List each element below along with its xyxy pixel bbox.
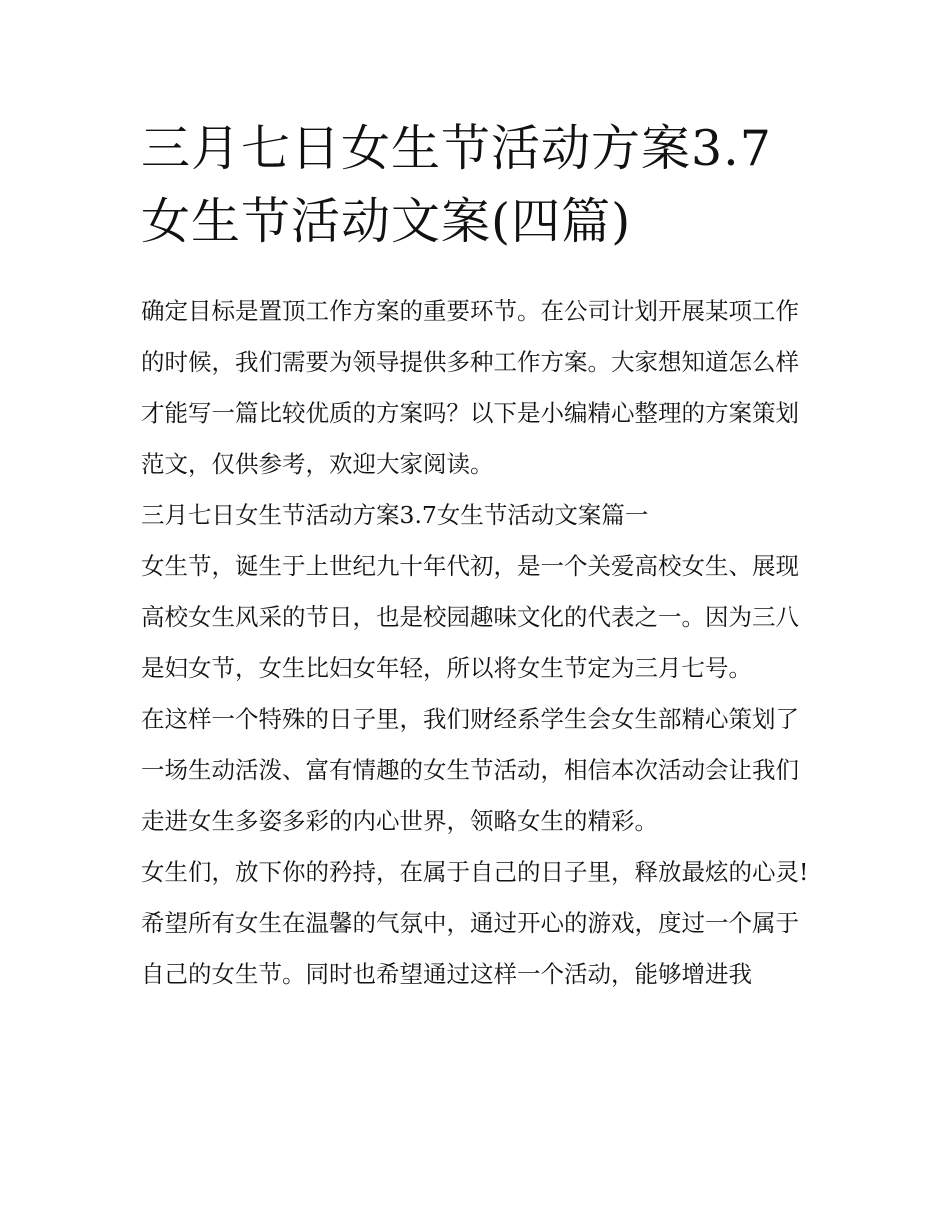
document-body <box>141 286 816 1000</box>
paragraph-intro: 确定目标是置顶工作方案的重要环节。在公司计划开展某项工作的时候，我们需要为领导提供多种工作方案。大家想知道怎么样才能写一篇比较优质的方案吗？以下是小编精心整理的方案策划范文，仅供参考，欢迎大家阅读。 <box>141 297 799 478</box>
document-page <box>141 112 816 1000</box>
paragraph-activity: 在这样一个特殊的日子里，我们财经系学生会女生部精心策划了一场生动活泼、富有情趣的女生节活动，相信本次活动会让我们走进女生多姿多彩的内心世界，领略女生的精彩。 <box>141 705 799 835</box>
document-title <box>141 112 816 258</box>
section-heading: 三月七日女生节活动方案3.7女生节活动文案篇一 <box>141 501 649 529</box>
title-line-2: 女生节活动文案(四篇) <box>141 193 632 250</box>
title-line-1: 三月七日女生节活动方案3.7 <box>141 120 772 177</box>
paragraph-slogan: 女生们，放下你的矜持，在属于自己的日子里，释放最炫的心灵! <box>141 858 809 886</box>
paragraph-origin: 女生节，诞生于上世纪九十年代初，是一个关爱高校女生、展现高校女生风采的节日，也是校园趣味文化的代表之一。因为三八是妇女节，女生比妇女年轻，所以将女生节定为三月七号。 <box>141 552 799 682</box>
paragraph-hope: 希望所有女生在温馨的气氛中，通过开心的游戏，度过一个属于自己的女生节。同时也希望通过这样一个活动，能够增进我 <box>141 909 799 988</box>
